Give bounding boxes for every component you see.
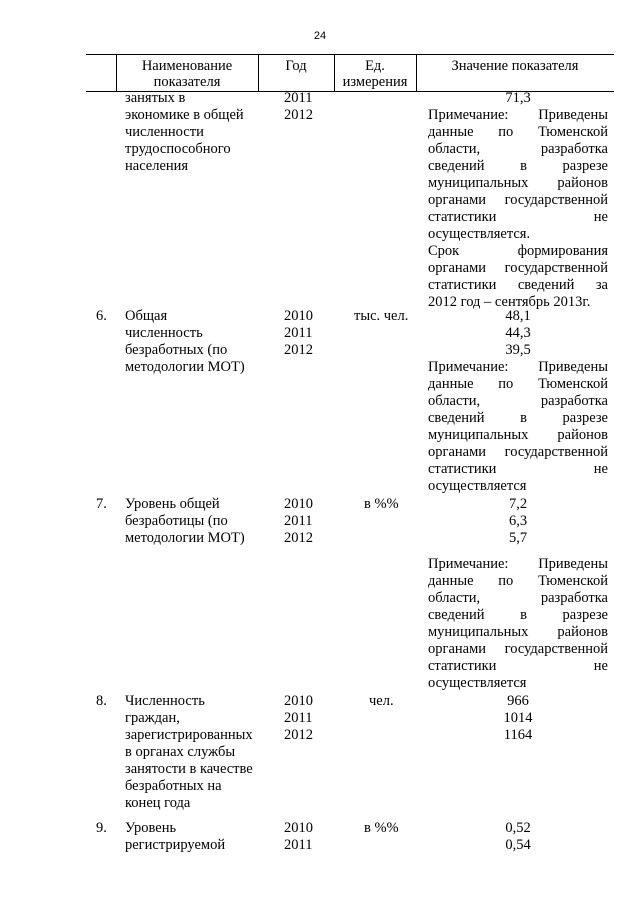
note-line: сведений в разрезе [428,158,608,174]
note-line: области, разработка [428,393,608,409]
note-line: осуществляется [428,675,527,691]
note-line: Примечание: Приведены [428,107,608,123]
name-line: в органах службы [125,744,236,760]
years [284,820,313,854]
values [428,496,608,547]
year: 2010 [284,308,313,324]
header-unit-col [334,58,416,90]
header-value-col: Значение показателя [451,58,579,74]
year: 2011 [284,90,313,106]
value: 966 [507,693,529,709]
year: 2011 [284,710,313,726]
name-line: методологии МОТ) [125,530,245,546]
page-number: 24 [313,30,327,42]
note-line: сведений в разрезе [428,410,608,426]
indicator-name [125,693,253,812]
value: 44,3 [505,325,531,341]
header-year-col: Год [285,58,307,74]
note [428,107,608,311]
name-line: Уровень общей [125,496,220,512]
note-line: органами государственной [428,641,608,657]
note-line: статистики не [428,658,608,674]
year: 2011 [284,513,313,529]
years [284,90,313,124]
note-line: статистики сведений за [428,277,608,293]
note-line: данные по Тюменской [428,124,608,140]
year: 2012 [284,107,313,123]
row-number: 8. [96,693,107,709]
name-line: численности [125,124,204,140]
year: 2012 [284,727,313,743]
name-line: экономике в общей [125,107,244,123]
year: 2010 [284,820,313,836]
note-line: муниципальных районов [428,175,608,191]
note-line: данные по Тюменской [428,573,608,589]
note-line: статистики не [428,461,608,477]
name-line: численность [125,325,203,341]
values [428,90,608,107]
name-line: безработных на [125,778,222,794]
year: 2010 [284,496,313,512]
indicator-name [125,90,244,175]
unit: в %% [364,820,399,836]
name-line: зарегистрированных [125,727,253,743]
values [428,693,608,744]
note-line: муниципальных районов [428,624,608,640]
indicator-name [125,820,225,854]
table-header [86,54,614,92]
value: 39,5 [505,342,531,358]
note-line: сведений в разрезе [428,607,608,623]
value: 1014 [503,710,533,726]
row-number: 9. [96,820,107,836]
years [284,693,313,744]
value: 48,1 [505,308,531,324]
name-line: занятости в качестве [125,761,253,777]
indicator-name [125,308,245,376]
name-line: регистрируемой [125,837,226,853]
name-line: граждан, [125,710,180,726]
years [284,308,313,359]
name-line: конец года [125,795,191,811]
indicator-name [125,496,245,547]
name-line: населения [125,158,189,174]
note [428,359,608,495]
value: 7,2 [508,496,528,512]
unit: тыс. чел. [354,308,409,324]
note-line: 2012 год – сентябрь 2013г. [428,294,591,310]
year: 2012 [284,530,313,546]
year: 2011 [284,837,313,853]
row-number: 7. [96,496,107,512]
name-line: Уровень [125,820,177,836]
value: 0,52 [505,820,531,836]
note-line: области, разработка [428,590,608,606]
note-line: Примечание: Приведены [428,359,608,375]
unit: в %% [364,496,399,512]
value: 71,3 [505,90,531,106]
years [284,496,313,547]
name-line: занятых в [125,90,186,106]
note-line: органами государственной [428,192,608,208]
value: 5,7 [508,530,528,546]
value: 6,3 [508,513,528,529]
note-line: органами государственной [428,444,608,460]
values [428,820,608,854]
value: 1164 [503,727,533,743]
unit: чел. [369,693,394,709]
year: 2012 [284,342,313,358]
note-line: органами государственной [428,260,608,276]
header-text: Наименование [141,58,233,74]
name-line: Численность [125,693,205,709]
header-name-col [116,58,258,90]
note-line: статистики не [428,209,608,225]
value: 0,54 [505,837,531,853]
row-number: 6. [96,308,107,324]
header-text: измерения [342,74,408,90]
year: 2010 [284,693,313,709]
note-line: Срок формирования [428,243,608,259]
year: 2011 [284,325,313,341]
note-line: муниципальных районов [428,427,608,443]
header-text: Ед. [365,58,385,74]
name-line: трудоспособного [125,141,231,157]
note-line: осуществляется. [428,226,531,242]
name-line: методологии МОТ) [125,359,245,375]
note-line: области, разработка [428,141,608,157]
name-line: Общая [125,308,168,324]
name-line: безработных (по [125,342,228,358]
note-line: данные по Тюменской [428,376,608,392]
name-line: безработицы (по [125,513,228,529]
values [428,308,608,359]
note-line: осуществляется [428,478,527,494]
header-text: показателя [153,74,221,90]
note-line: Примечание: Приведены [428,556,608,572]
note [428,556,608,692]
